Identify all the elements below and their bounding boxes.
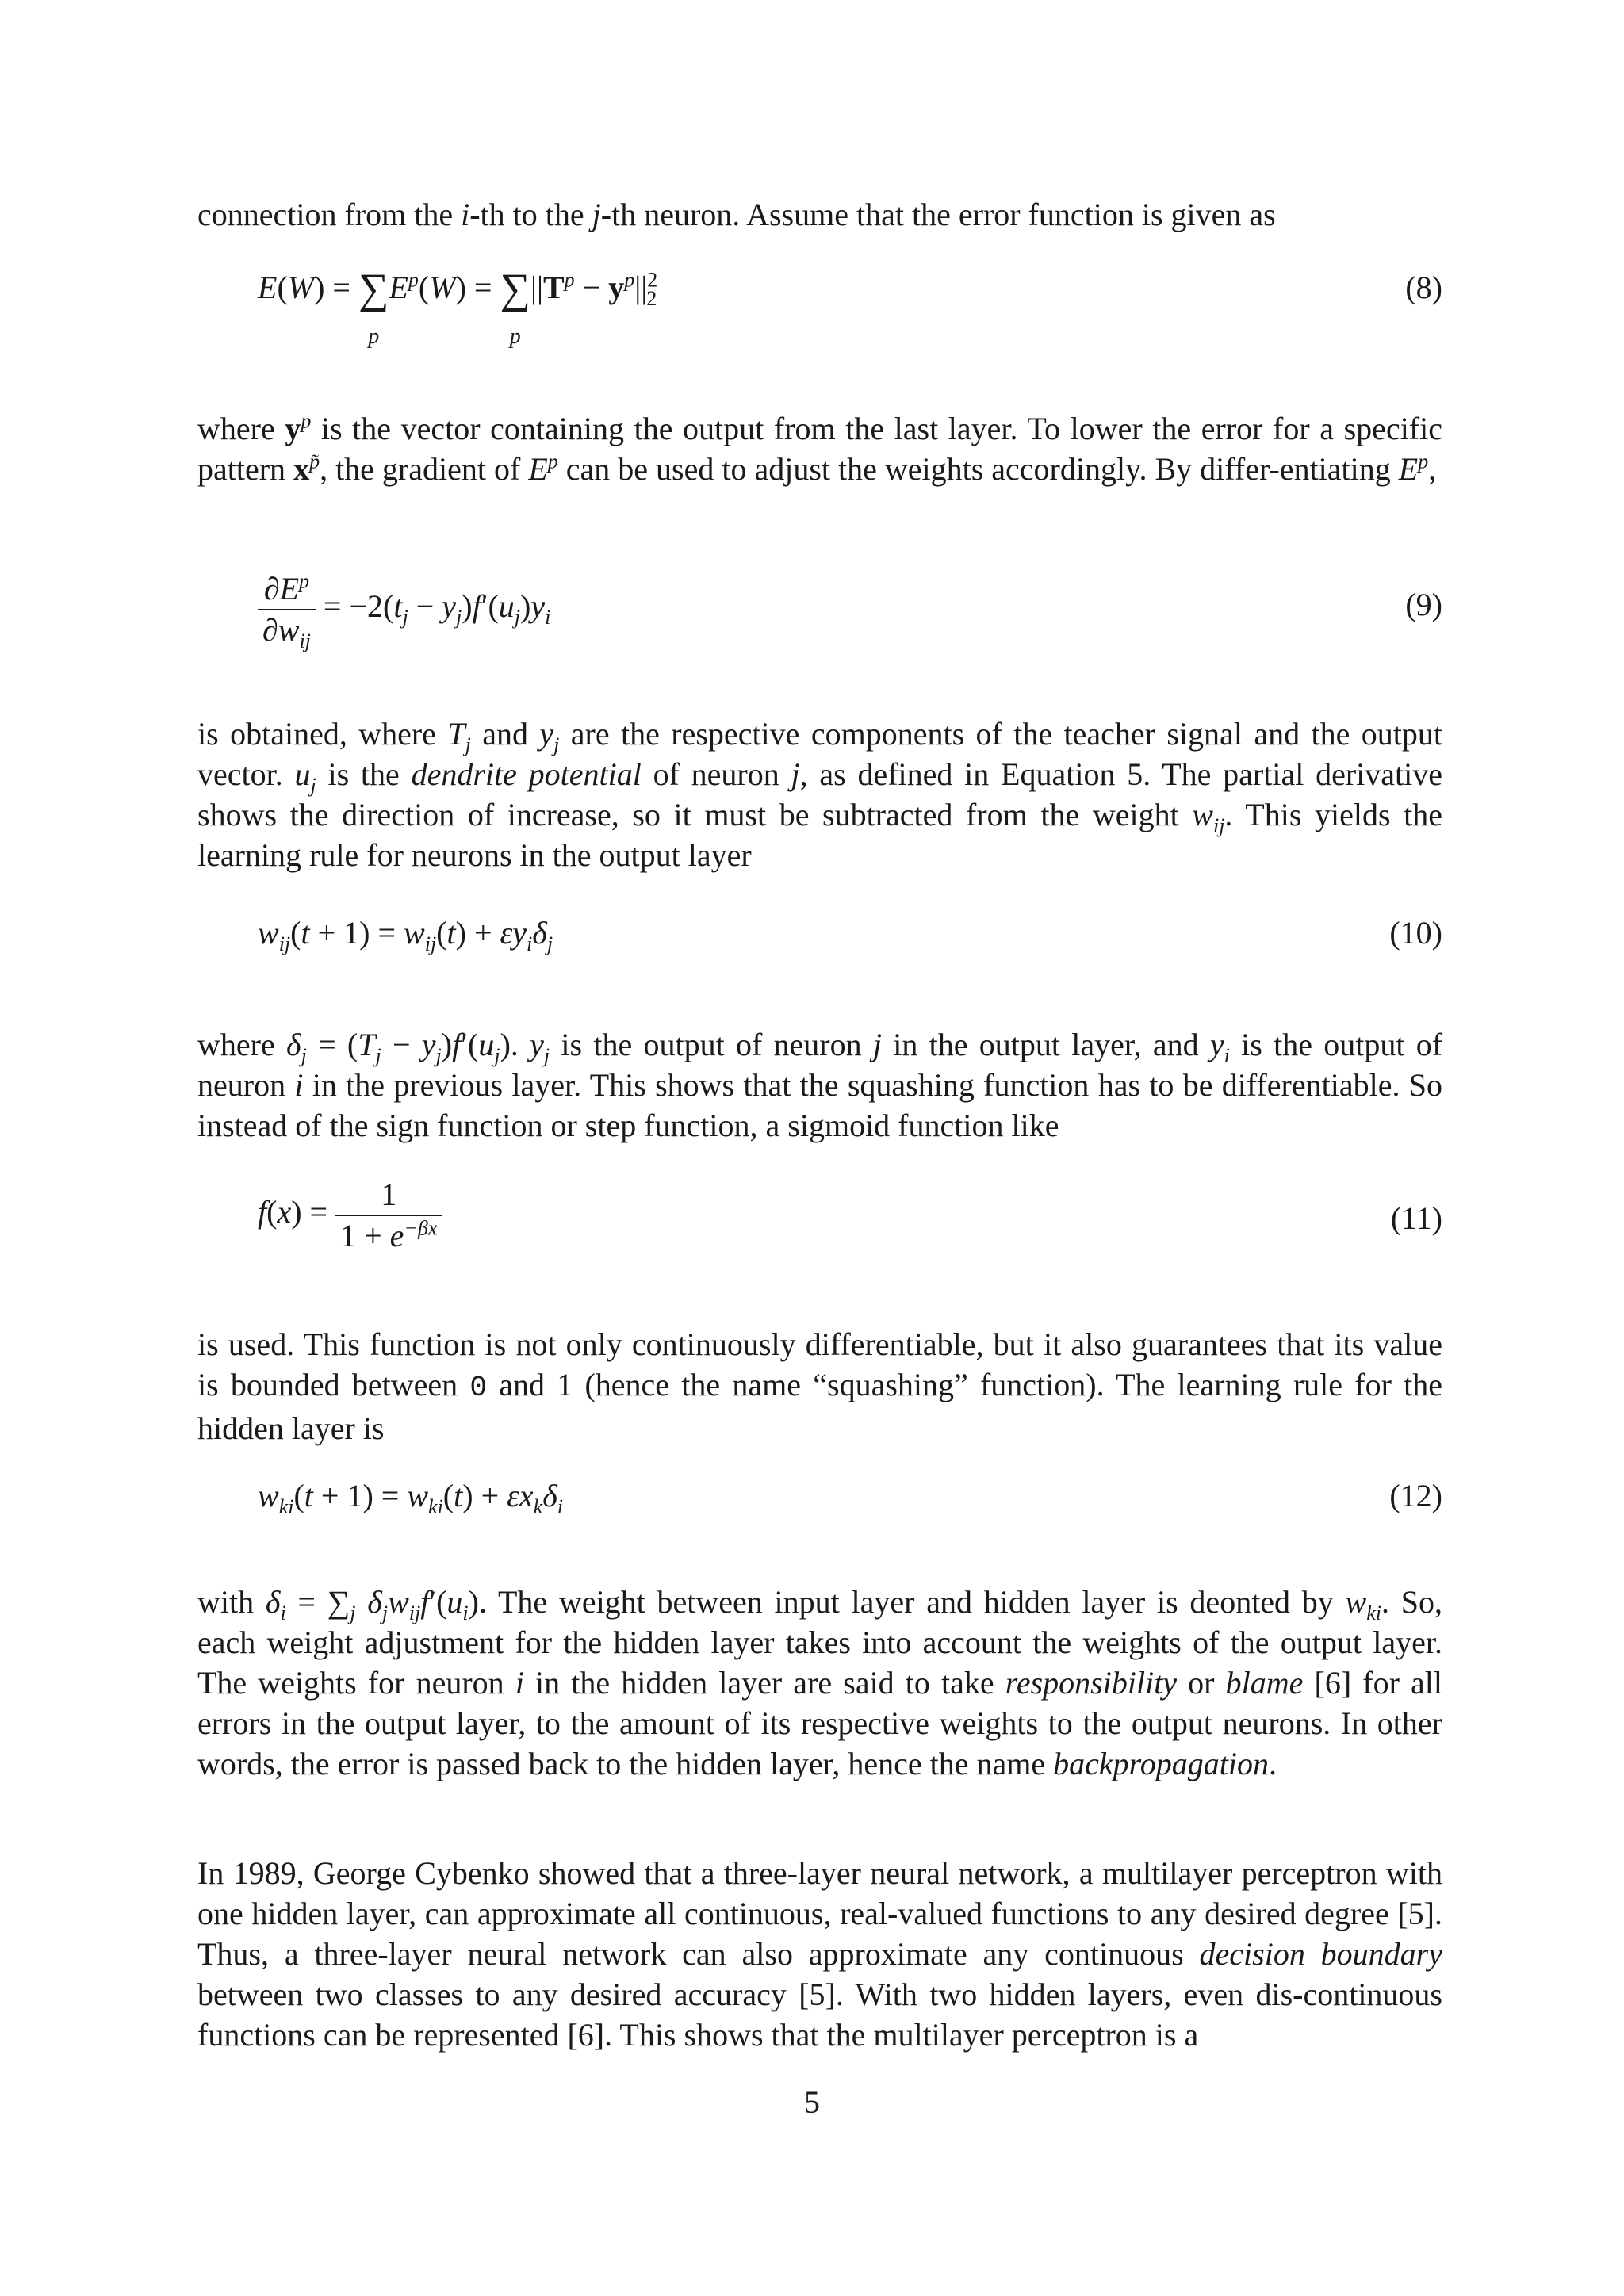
equation-9: $\frac{\partial E^p}{\partial w_{ij}}$ = $-2(t_j - y_j)f'(u_j)y_i$ (9)	[258, 569, 1442, 672]
equation-number: (10)	[1389, 915, 1442, 951]
paragraph-intro: connection from the i-th to the j-th neuron. Assume that the error function is given as	[197, 197, 1276, 232]
equation-number: (8)	[1405, 270, 1442, 305]
paragraph-backprop: with $\delta_i = \sum_j$ $\delta_jw_{ij}f'(u_i)$. The weight between input layer and hidden layer is deonted by $w_{ki}$. So, each weight adjustment for the hidden layer takes into account the weights of the output layer. The weights for neuron i in the hidden layer are said to take responsibility or blame [6] for all errors in the output layer, to the amount of its respective weights to the output neurons. In other words, the error is passed back to the hidden layer, hence the name backpropagation.	[197, 1584, 1442, 1781]
paragraph-cybenko: In 1989, George Cybenko showed that a three-layer neural network, a multilayer perceptron with one hidden layer, can approximate all continuous, real-valued functions to any desired degree [5]. Thus, a three-layer neural network can also approximate any continuous decision boundary between two classes to any desired accuracy [5]. With two hidden layers, even dis-continuous functions can be represented [6]. This shows that the multilayer perceptron is a	[197, 1855, 1443, 2053]
equation-number: (9)	[1405, 587, 1442, 622]
equation-number: (12)	[1389, 1478, 1442, 1513]
paragraph-gradient: where $y^p$ is the vector containing the output from the last layer. To lower the error for a specific pattern $x^{p̃}$, the gradient of $E^p$ can be used to adjust the weights accordingly. By differ-entiating $E^p$,	[197, 409, 1442, 487]
page-number: 5	[804, 2084, 820, 2120]
paragraph-hidden-rule: is used. This function is not only continuously differentiable, but it also guarantees that its value is bounded between 0 and 1 (hence the name “squashing” function). The learning rule for the hidden layer is	[197, 1326, 1442, 1446]
paragraph-squashing: where $\delta_j = (T_j - y_j)f'(u_j)$. $y_j$ is the output of neuron j in the output layer, and $y_i$ is the output of neuron i in the previous layer. This shows that the squashing function has to be differentiable. So instead of the sign function or step function, a sigmoid function like	[197, 1027, 1443, 1143]
equation-12: $w_{ki}(t + 1) = w_{ki}(t) + \varepsilon x_k\delta_i$ (12)	[258, 1478, 1442, 1518]
equation-11: f(x) = $\frac{1}{1 + e^{-\beta x}}$ (11)	[258, 1177, 1442, 1253]
equation-10: $w_{ij}(t + 1) = w_{ij}(t) + \varepsilon y_i\delta_j$ (10)	[258, 915, 1442, 955]
equation-8: E(W) = ∑ p $E^p(W)$ = ∑ p $||T^p - y^p||^2_2$ (8)	[258, 265, 1442, 349]
paragraph-output-rule: is obtained, where $T_j$ and $y_j$ are the respective components of the teacher signal and the output vector. $u_j$ is the dendrite potential of neuron j, as defined in Equation 5. The partial derivative shows the direction of increase, so it must be subtracted from the weight $w_{ij}$. This yields the learning rule for neurons in the output layer	[197, 716, 1443, 873]
equation-number: (11)	[1390, 1200, 1442, 1236]
